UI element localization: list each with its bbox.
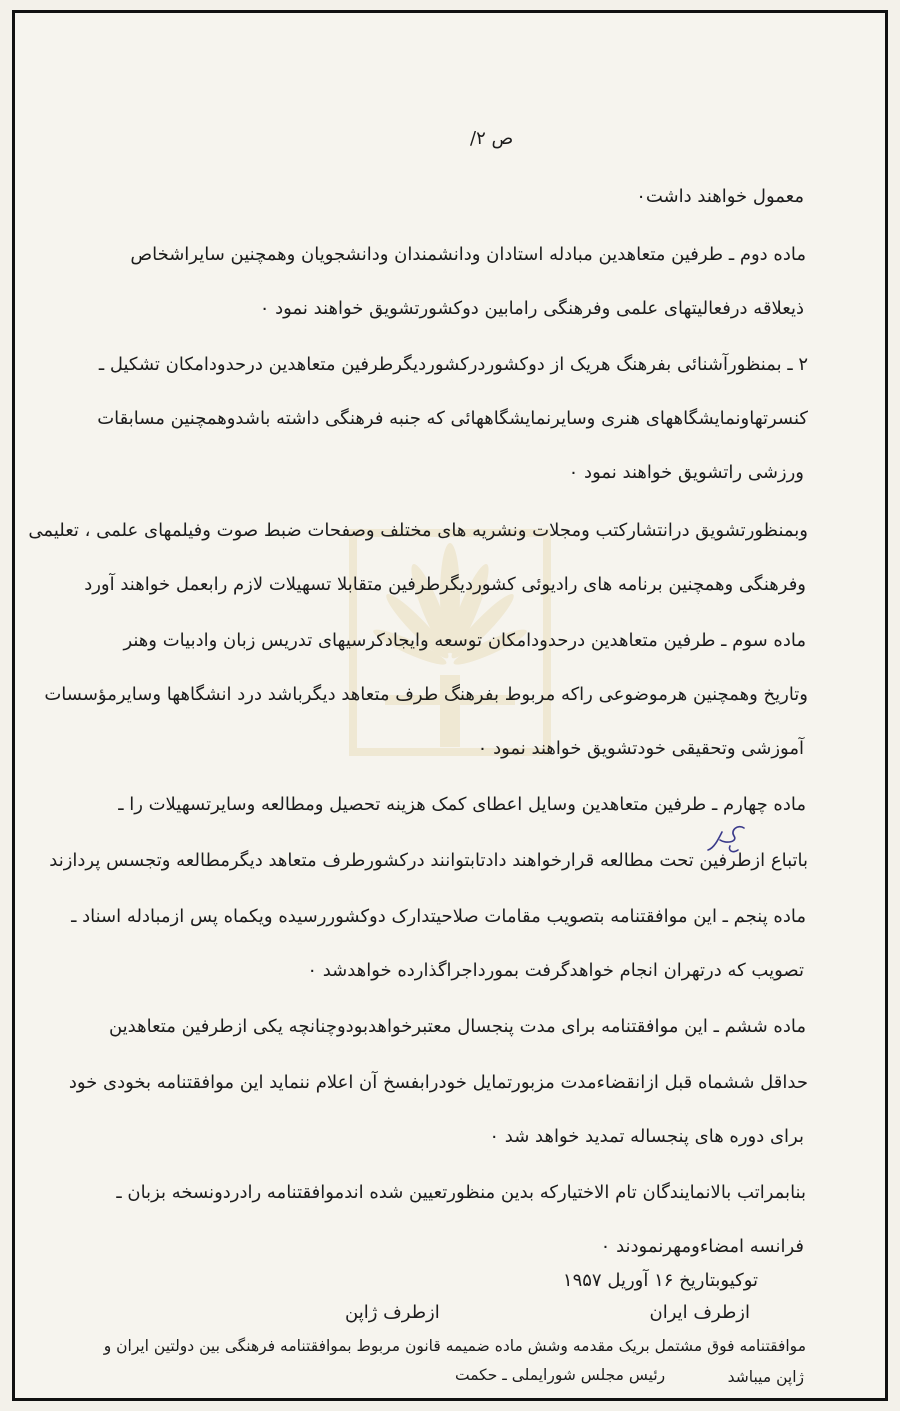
footnote-line: موافقتنامه فوق مشتمل بریک مقدمه وشش ماده ضمیمه قانون مربوط بموافقتنامه فرهنگی بین دولتین ایران و bbox=[103, 1337, 806, 1355]
text-line: ماده ششم ـ این موافقتنامه برای مدت پنجسال معتبرخواهدبودوچنانچه یکی ازطرفین متعاهدین bbox=[108, 1016, 806, 1037]
text-line: وفرهنگی وهمچنین برنامه های رادیوئی کشوردیگرطرفین متقابلا تسهیلات لازم رابعمل خواهند آورد bbox=[84, 574, 806, 595]
text-line: فرانسه امضاءومهرنمودند ٠ bbox=[600, 1236, 804, 1257]
text-line: تصویب که درتهران انجام خواهدگرفت بمورداجراگذارده خواهدشد ٠ bbox=[307, 960, 804, 981]
text-line: معمول خواهند داشت٠ bbox=[636, 186, 804, 207]
text-line: حداقل ششماه قبل ازانقضاءمدت مزبورتمایل خودرابفسخ آن اعلام ننماید این موافقتنامه بخودی خود bbox=[68, 1072, 808, 1093]
footnote-line: ژاپن میباشد bbox=[727, 1368, 804, 1386]
date-line: توکیوبتاریخ ۱۶ آوریل ۱۹۵۷ bbox=[562, 1270, 758, 1291]
text-line: ماده چهارم ـ طرفین متعاهدین وسایل اعطای کمک هزینه تحصیل ومطالعه وسایرتسهیلات را ـ bbox=[118, 794, 806, 815]
text-line: برای دوره های پنجساله تمدید خواهد شد ٠ bbox=[489, 1126, 804, 1147]
text-line: ذیعلاقه درفعالیتهای علمی وفرهنگی رامابین دوکشورتشویق خواهند نمود ٠ bbox=[259, 298, 804, 319]
text-line: ماده پنجم ـ این موافقتنامه بتصویب مقامات صلاحیتدارک دوکشوررسیده ویکماه پس ازمبادله اسناد ـ bbox=[71, 906, 806, 927]
text-line: ماده سوم ـ طرفین متعاهدین درحدودامکان توسعه وایجادکرسیهای تدریس زبان وادبیات وهنر bbox=[123, 630, 806, 651]
page-number: ص ۲/ bbox=[470, 128, 514, 149]
signatory-japan: ازطرف ژاپن bbox=[345, 1302, 440, 1323]
handwritten-annotation bbox=[704, 820, 750, 860]
text-line: باتباع ازطرفین تحت مطالعه قرارخواهند دادتابتوانند درکشورطرف متعاهد دیگرمطالعه وتجسس پردازند bbox=[49, 850, 808, 871]
text-line: بنابمراتب بالانمایندگان تام الاختیارکه بدین منظورتعیین شده اندموافقتنامه رادردونسخه بزبان ـ bbox=[116, 1182, 806, 1203]
text-line: آموزشی وتحقیقی خودتشویق خواهند نمود ٠ bbox=[477, 738, 804, 759]
signatory-iran: ازطرف ایران bbox=[649, 1302, 750, 1323]
signature-caption: رئیس مجلس شورایملی ـ حکمت bbox=[455, 1366, 666, 1384]
text-line: وتاریخ وهمچنین هرموضوعی راکه مربوط بفرهنگ طرف متعاهد دیگرباشد درد انشگاهها وسایرمؤسسات bbox=[44, 684, 808, 705]
text-line: ماده دوم ـ طرفین متعاهدین مبادله استادان ودانشمندان ودانشجویان وهمچنین سایراشخاص bbox=[130, 244, 806, 265]
text-line: ورزشی راتشویق خواهند نمود ٠ bbox=[568, 462, 804, 483]
text-line: ۲ ـ بمنظورآشنائی بفرهنگ هریک از دوکشوردرکشوردیگرطرفین متعاهدین درحدودامکان تشکیل ـ bbox=[98, 354, 808, 375]
text-line: وبمنظورتشویق درانتشارکتب ومجلات ونشریه های مختلف وصفحات ضبط صوت وفیلمهای علمی ، تعلیمی bbox=[28, 520, 808, 541]
text-line: کنسرتهاونمایشگاههای هنری وسایرنمایشگاههائی که جنبه فرهنگی داشته باشدوهمچنین مسابقات bbox=[97, 408, 808, 429]
